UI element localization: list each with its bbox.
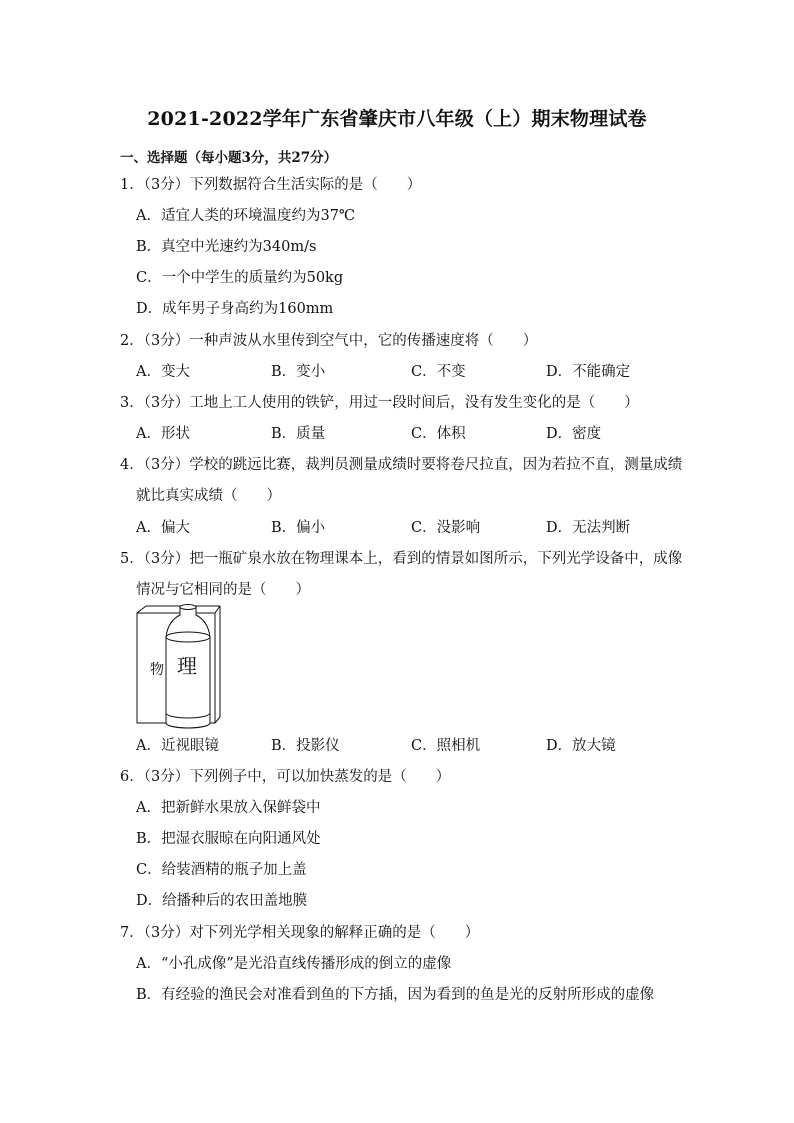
question-3-option-a: A．形状: [136, 426, 190, 442]
exam-title: 2021-2022学年广东省肇庆市八年级（上）期末物理试卷: [147, 108, 647, 130]
question-5-options: [136, 737, 656, 755]
question-1-option-c: C．一个中学生的质量约为50kg: [136, 270, 344, 286]
question-7-stem: 7．（3分）对下列光学相关现象的解释正确的是（ ）: [120, 925, 480, 941]
magnified-character: 理: [177, 654, 197, 678]
question-5-option-b: B．投影仪: [271, 738, 340, 754]
question-4-option-d: D．无法判断: [546, 520, 631, 536]
question-5-option-d: D．放大镜: [546, 738, 616, 754]
question-2-stem: 2．（3分）一种声波从水里传到空气中，它的传播速度将（ ）: [120, 333, 538, 349]
question-1-option-d: D．成年男子身高约为160mm: [136, 301, 334, 317]
question-7-option-b: B．有经验的渔民会对准看到鱼的下方插，因为看到的鱼是光的反射所形成的虚像: [136, 987, 655, 1003]
question-2-option-c: C．不变: [411, 364, 466, 380]
question-3-option-b: B．质量: [271, 426, 326, 442]
question-4-option-a: A．偏大: [136, 520, 190, 536]
question-6-option-b: B．把湿衣服晾在向阳通风处: [136, 831, 321, 847]
question-5-option-c: C．照相机: [411, 738, 481, 754]
question-1-option-b: B．真空中光速约为340m/s: [136, 239, 317, 255]
book-character: 物: [150, 662, 164, 678]
question-5-stem: 5．（3分）把一瓶矿泉水放在物理课本上，看到的情景如图所示，下列光学设备中，成像: [120, 551, 683, 567]
question-6-option-d: D．给播种后的农田盖地膜: [136, 893, 308, 909]
question-4-stem-continued: 就比真实成绩（ ）: [136, 488, 281, 504]
question-2-options: [136, 363, 656, 381]
bottle-on-book-figure: [134, 603, 224, 731]
question-4-stem: 4．（3分）学校的跳远比赛，裁判员测量成绩时要将卷尺拉直，因为若拉不直，测量成绩: [120, 457, 683, 473]
question-1-stem: 1．（3分）下列数据符合生活实际的是（ ）: [120, 177, 422, 193]
question-7-option-a: A．“小孔成像”是光沿直线传播形成的倒立的虚像: [136, 956, 452, 972]
question-3-option-d: D．密度: [546, 426, 602, 442]
question-6-option-a: A．把新鲜水果放入保鲜袋中: [136, 800, 321, 816]
question-3-option-c: C．体积: [411, 426, 466, 442]
question-2-option-b: B．变小: [271, 364, 326, 380]
question-6-option-c: C．给装酒精的瓶子加上盖: [136, 862, 307, 878]
question-3-options: [136, 425, 656, 443]
question-4-option-b: B．偏小: [271, 520, 326, 536]
question-5-option-a: A．近视眼镜: [136, 738, 219, 754]
section-heading: 一、选择题（每小题3分，共27分）: [120, 150, 338, 166]
question-6-stem: 6．（3分）下列例子中，可以加快蒸发的是（ ）: [120, 769, 451, 785]
question-4-options: [136, 519, 656, 537]
question-3-stem: 3．（3分）工地上工人使用的铁铲，用过一段时间后，没有发生变化的是（ ）: [120, 395, 639, 411]
question-2-option-d: D．不能确定: [546, 364, 631, 380]
question-5-stem-continued: 情况与它相同的是（ ）: [136, 582, 310, 598]
question-2-option-a: A．变大: [136, 364, 190, 380]
question-1-option-a: A．适宜人类的环境温度约为37℃: [136, 208, 356, 224]
question-4-option-c: C．没影响: [411, 520, 481, 536]
